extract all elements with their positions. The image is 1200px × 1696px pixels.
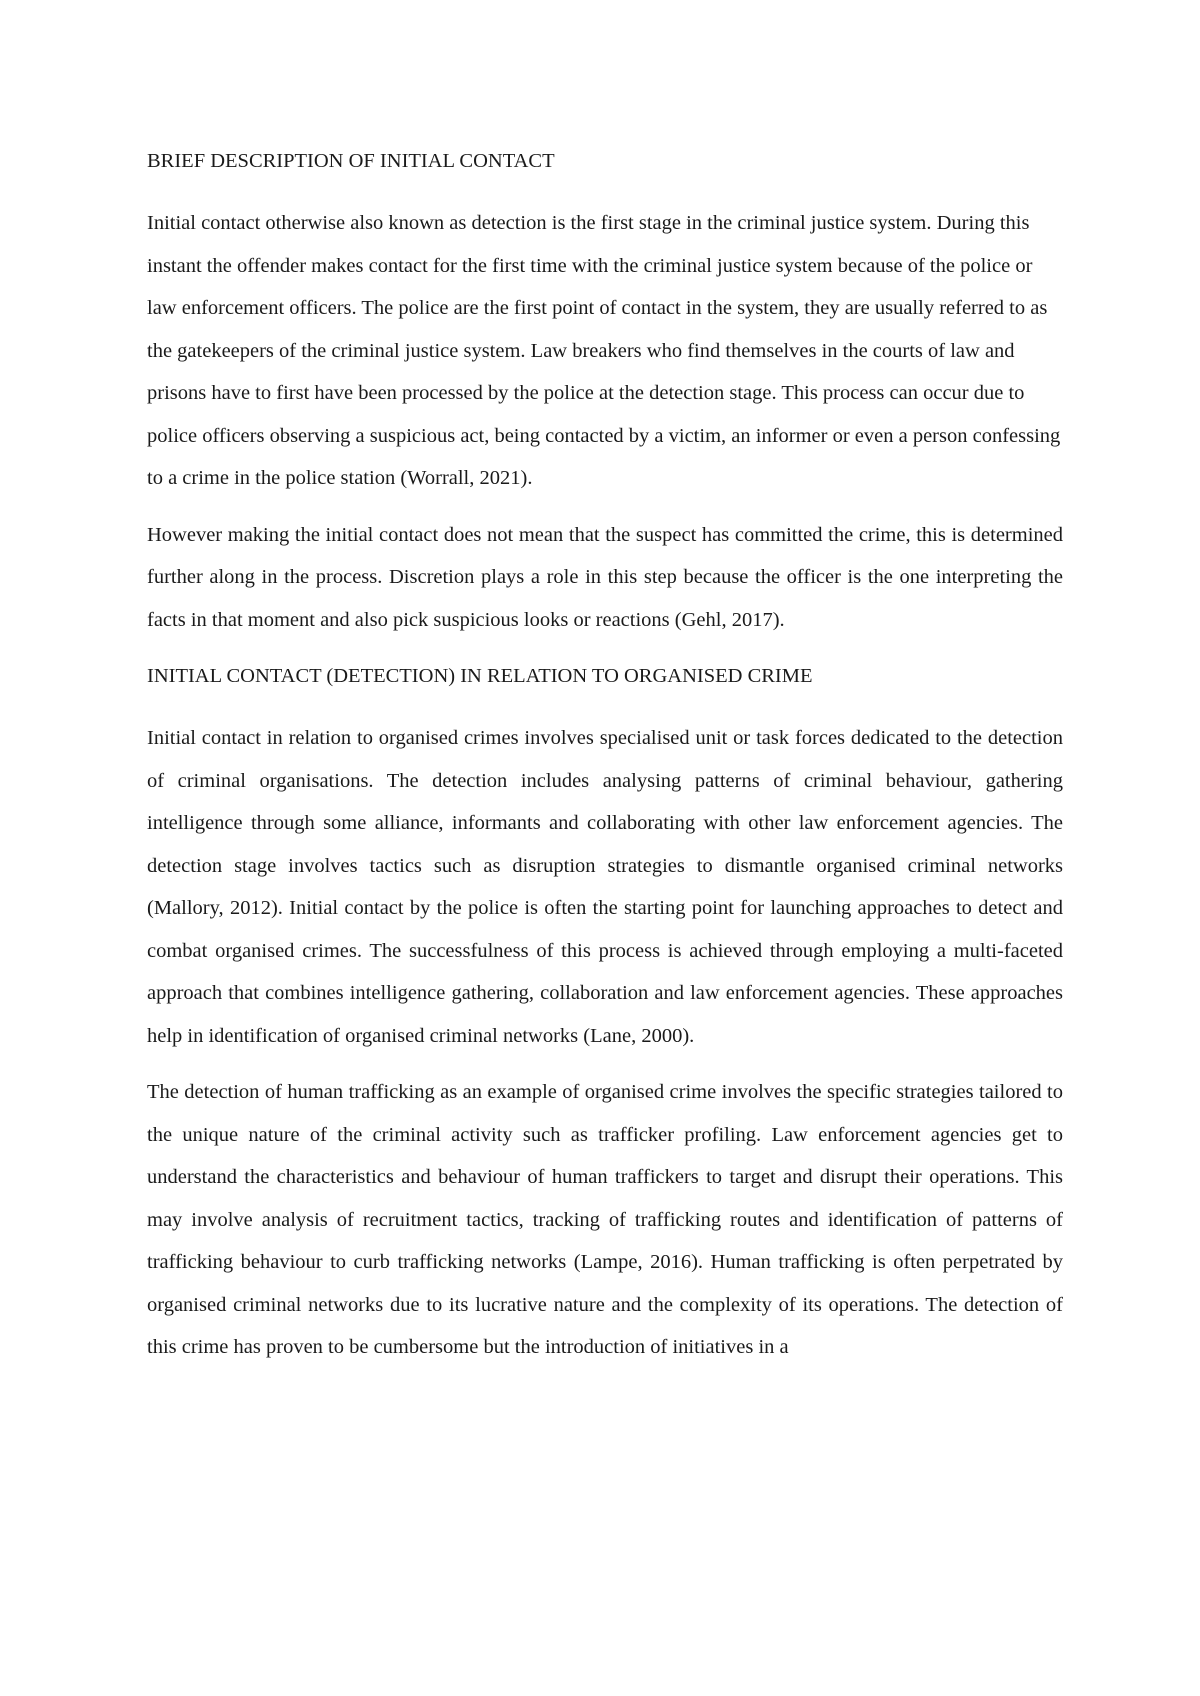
- paragraph-discretion: However making the initial contact does not mean that the suspect has committed the crime, this is determined further along in the process. Discretion plays a role in this step because the officer is the one interpreting the facts in that moment and also pick suspicious looks or reactions (Gehl, 2017).: [147, 523, 1063, 631]
- paragraph-human-trafficking: The detection of human trafficking as an example of organised crime involves the specific strategies tailored to the unique nature of the criminal activity such as trafficker profiling. Law enforcement agencies get to understand the characteristics and behaviour of human traffickers to target and disrupt their operations. This may involve analysis of recruitment tactics, tracking of trafficking routes and identification of patterns of trafficking behaviour to curb trafficking networks (Lampe, 2016). Human trafficking is often perpetrated by organised criminal networks due to its lucrative nature and the complexity of its operations. The detection of this crime has proven to be cumbersome but the introduction of initiatives in a: [147, 1081, 1063, 1358]
- paragraph-initial-contact-definition: Initial contact otherwise also known as detection is the first stage in the criminal justice system. During this instant the offender makes contact for the first time with the criminal justice system because of the police or law enforcement officers. The police are the first point of contact in the system, they are usually referred to as the gatekeepers of the criminal justice system. Law breakers who find themselves in the courts of law and prisons have to first have been processed by the police at the detection stage. This process can occur due to police officers observing a suspicious act, being contacted by a victim, an informer or even a person confessing to a crime in the police station (Worrall, 2021).: [147, 212, 1061, 489]
- section-heading-organised-crime: INITIAL CONTACT (DETECTION) IN RELATION TO ORGANISED CRIME: [147, 665, 813, 687]
- section-heading-brief-description: BRIEF DESCRIPTION OF INITIAL CONTACT: [147, 150, 555, 172]
- paragraph-organised-crime-detection: Initial contact in relation to organised crimes involves specialised unit or task forces dedicated to the detection of criminal organisations. The detection includes analysing patterns of criminal behaviour, gathering intelligence through some alliance, informants and collaborating with other law enforcement agencies. The detection stage involves tactics such as disruption strategies to dismantle organised criminal networks (Mallory, 2012). Initial contact by the police is often the starting point for launching approaches to detect and combat organised crimes. The successfulness of this process is achieved through employing a multi-faceted approach that combines intelligence gathering, collaboration and law enforcement agencies. These approaches help in identification of organised criminal networks (Lane, 2000).: [147, 727, 1063, 1047]
- document-page: [147, 140, 1063, 1383]
